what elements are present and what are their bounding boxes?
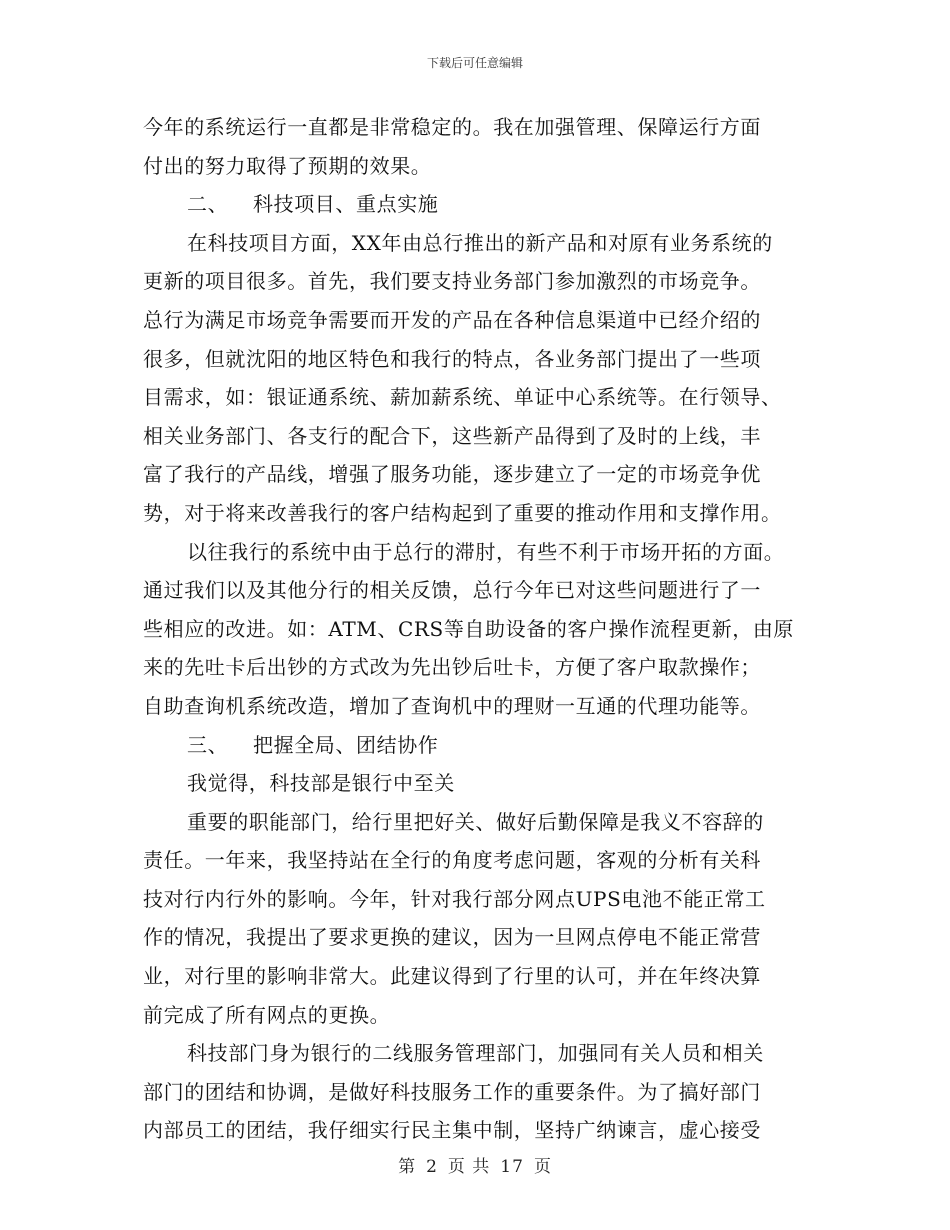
text-line: 目需求，如：银证通系统、薪加薪系统、单证中心系统等。在行领导、 <box>143 385 782 410</box>
footer-prefix: 第 <box>398 1157 417 1177</box>
page-footer <box>0 1152 950 1177</box>
section-number: 三、 <box>187 732 229 757</box>
text-line: 富了我行的产品线，增强了服务功能，逐步建立了一定的市场竞争优 <box>143 462 761 487</box>
section-number: 二、 <box>187 192 229 217</box>
text-line: 些相应的改进。如：ATM、CRS等自助设备的客户操作流程更新，由原 <box>143 616 795 641</box>
text-line: 在科技项目方面，XX年由总行推出的新产品和对原有业务系统的 <box>187 230 773 255</box>
section-heading <box>143 185 811 224</box>
text-line: 科技部门身为银行的二线服务管理部门，加强同有关人员和相关 <box>187 1041 764 1066</box>
section-title: 把握全局、团结协作 <box>253 732 439 757</box>
text-line: 责任。一年来，我坚持站在全行的角度考虑问题，客观的分析有关科 <box>143 848 761 873</box>
text-line: 重要的职能部门，给行里把好关、做好后勤保障是我义不容辞的 <box>187 809 764 834</box>
text-line: 我觉得，科技部是银行中至关 <box>187 771 455 796</box>
footer-mid: 页 共 <box>447 1157 491 1177</box>
document-body <box>143 108 811 1150</box>
footer-suffix: 页 <box>533 1157 552 1177</box>
text-line: 部门的团结和协调，是做好科技服务工作的重要条件。为了搞好部门 <box>143 1079 761 1104</box>
text-line: 作的情况，我提出了要求更换的建议，因为一旦网点停电不能正常营 <box>143 925 761 950</box>
text-line: 付出的努力取得了预期的效果。 <box>143 153 432 178</box>
text-line: 内部员工的团结，我仔细实行民主集中制，坚持广纳谏言，虚心接受 <box>143 1118 761 1143</box>
section-title: 科技项目、重点实施 <box>253 192 439 217</box>
header-note: 下载后可任意编辑 <box>426 56 523 70</box>
text-line: 以往我行的系统中由于总行的滞肘，有些不利于市场开拓的方面。 <box>187 539 785 564</box>
text-line: 前完成了所有网点的更换。 <box>143 1002 391 1027</box>
text-line: 很多，但就沈阳的地区特色和我行的特点，各业务部门提出了一些项 <box>143 346 761 371</box>
page-number: 2 <box>426 1157 438 1177</box>
text-line: 相关业务部门、各支行的配合下，这些新产品得到了及时的上线，丰 <box>143 423 761 448</box>
text-line: 通过我们以及其他分行的相关反馈，总行今年已对这些问题进行了一 <box>143 578 761 603</box>
text-line: 技对行内行外的影响。今年，针对我行部分网点UPS电池不能正常工 <box>143 886 766 911</box>
text-line: 势，对于将来改善我行的客户结构起到了重要的推动作用和支撑作用。 <box>143 500 782 525</box>
text-line: 业，对行里的影响非常大。此建议得到了行里的认可，并在年终决算 <box>143 964 761 989</box>
text-line: 更新的项目很多。首先，我们要支持业务部门参加激烈的市场竞争。 <box>143 269 761 294</box>
text-line: 总行为满足市场竞争需要而开发的产品在各种信息渠道中已经介绍的 <box>143 307 761 332</box>
section-heading <box>143 726 811 765</box>
text-line: 自助查询机系统改造，增加了查询机中的理财一互通的代理功能等。 <box>143 693 761 718</box>
text-line: 今年的系统运行一直都是非常稳定的。我在加强管理、保障运行方面 <box>143 115 761 139</box>
text-line: 来的先吐卡后出钞的方式改为先出钞后吐卡，方便了客户取款操作； <box>143 655 761 680</box>
total-pages: 17 <box>500 1157 524 1177</box>
